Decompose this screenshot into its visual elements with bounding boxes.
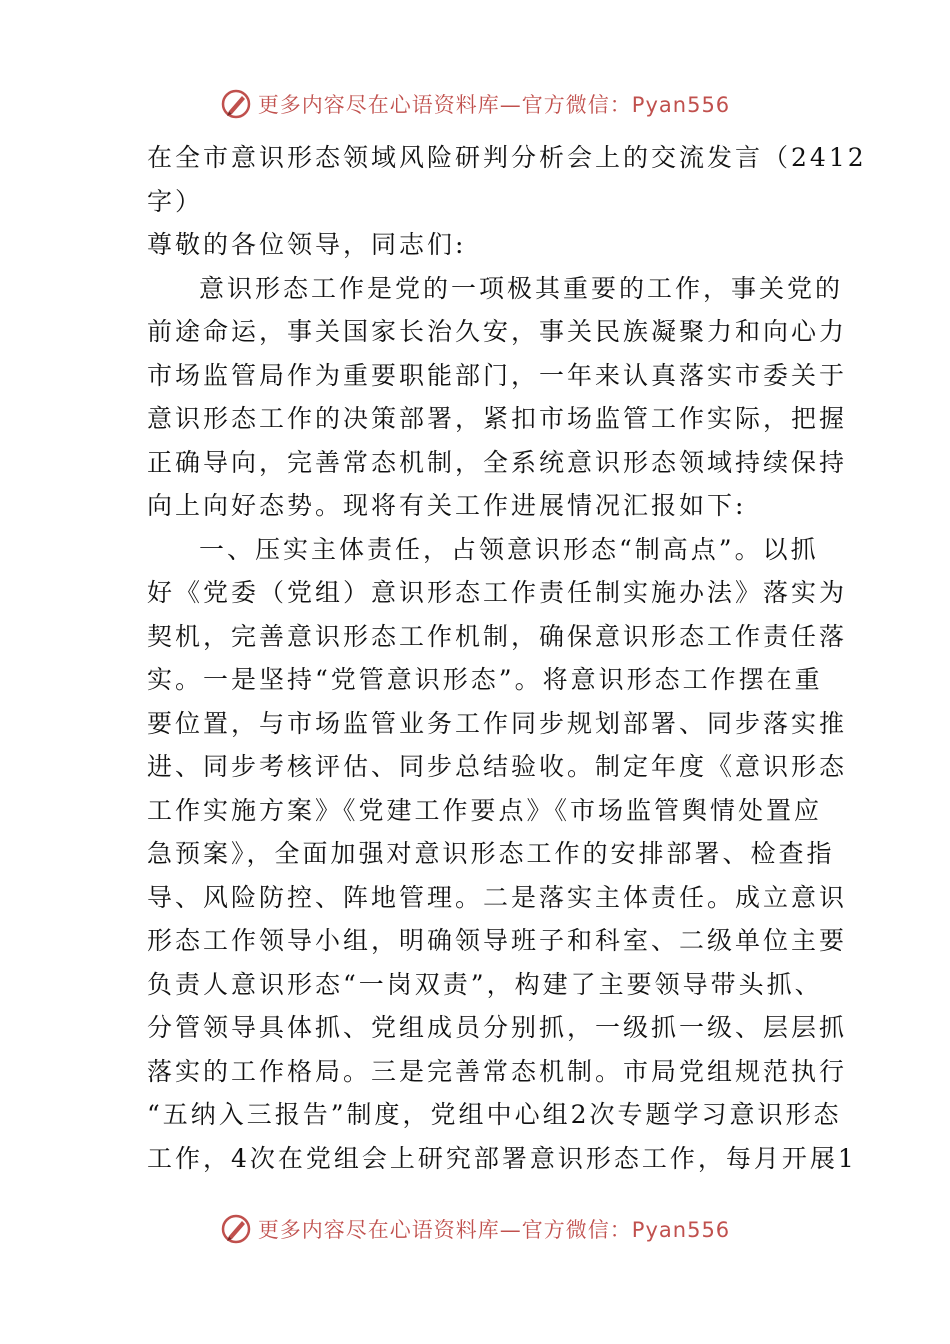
paragraph-line: 契机，完善意识形态工作机制，确保意识形态工作责任落 xyxy=(147,621,848,651)
paragraph-line: 市场监管局作为重要职能部门，一年来认真落实市委关于 xyxy=(147,360,848,390)
paragraph-line: 好《党委（党组）意识形态工作责任制实施办法》落实为 xyxy=(147,578,848,607)
paragraph-line: 进、同步考核评估、同步总结验收。制定年度《意识形态 xyxy=(147,752,848,781)
paragraph-line: 分管领导具体抓、党组成员分别抓，一级抓一级、层层抓 xyxy=(147,1013,848,1042)
watermark-text: 更多内容尽在心语资料库—官方微信：Pyan556 xyxy=(257,1218,731,1242)
paragraph-line: 实。一是坚持“党管意识形态”。将意识形态工作摆在重 xyxy=(147,665,823,694)
paragraph-line: 正确导向，完善常态机制，全系统意识形态领域持续保持 xyxy=(147,447,848,477)
footer-watermark xyxy=(0,1209,950,1249)
paragraph-line: 导、风险防控、阵地管理。二是落实主体责任。成立意识 xyxy=(147,882,848,912)
title-line-1: 在全市意识形态领域风险研判分析会上的交流发言（2412 xyxy=(147,143,867,172)
paragraph-line: 负责人意识形态“一岗双责”，构建了主要领导带头抓、 xyxy=(147,969,823,999)
document-body xyxy=(147,136,867,1180)
paragraph-line: 形态工作领导小组，明确领导班子和科室、二级单位主要 xyxy=(147,926,848,955)
paragraph-line: 落实的工作格局。三是完善常态机制。市局党组规范执行 xyxy=(147,1056,848,1086)
paragraph-line: 意识形态工作的决策部署，紧扣市场监管工作实际，把握 xyxy=(147,404,848,433)
header-watermark xyxy=(0,84,950,124)
paragraph-line: 前途命运，事关国家长治久安，事关民族凝聚力和向心力 xyxy=(147,317,848,346)
pen-seal-icon xyxy=(220,1213,252,1245)
pen-seal-icon xyxy=(220,88,252,120)
paragraph-line: 意识形态工作是党的一项极其重要的工作，事关党的 xyxy=(199,273,844,303)
paragraph-line: 工作实施方案》《党建工作要点》《市场监管舆情处置应 xyxy=(147,795,823,825)
paragraph-line: 要位置，与市场监管业务工作同步规划部署、同步落实推 xyxy=(147,708,848,738)
section-heading-line: 一、压实主体责任，占领意识形态“制高点”。以抓 xyxy=(199,534,819,564)
salutation: 尊敬的各位领导，同志们: xyxy=(147,230,467,259)
watermark-text: 更多内容尽在心语资料库—官方微信：Pyan556 xyxy=(257,93,731,117)
paragraph-line: 工作，4次在党组会上研究部署意识形态工作，每月开展1 xyxy=(147,1143,857,1173)
paragraph-line: 向上向好态势。现将有关工作进展情况汇报如下: xyxy=(147,491,747,520)
title-line-2: 字） xyxy=(147,186,204,216)
paragraph-line: “五纳入三报告”制度，党组中心组2次专题学习意识形态 xyxy=(147,1100,842,1129)
paragraph-line: 急预案》，全面加强对意识形态工作的安排部署、检查指 xyxy=(147,839,835,868)
